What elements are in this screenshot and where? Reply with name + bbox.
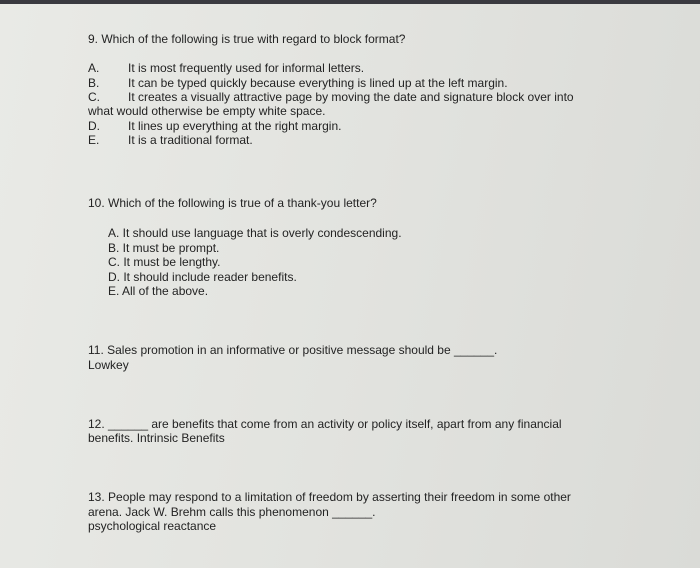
q13-line-1: 13. People may respond to a limitation of freedom by asserting their freedom in some other bbox=[88, 490, 571, 504]
q10-question: 10. Which of the following is true of a thank-you letter? bbox=[88, 196, 377, 210]
q9-option-e-letter: E. bbox=[88, 133, 100, 147]
q9-option-b-letter: B. bbox=[88, 76, 100, 90]
q10-option-c: C. It must be lengthy. bbox=[108, 255, 221, 269]
q9-option-c-text: It creates a visually attractive page by moving the date and signature block over into bbox=[128, 90, 574, 104]
q9-option-a-text: It is most frequently used for informal letters. bbox=[128, 61, 365, 75]
q13-line-2: arena. Jack W. Brehm calls this phenomenon ______. bbox=[88, 505, 376, 519]
q10-option-e: E. All of the above. bbox=[108, 284, 209, 298]
q9-option-a-letter: A. bbox=[88, 61, 100, 75]
q12-number: 12. bbox=[88, 417, 105, 431]
q13-answer: psychological reactance bbox=[88, 519, 217, 533]
q9-option-c-letter: C. bbox=[88, 90, 100, 104]
q10-option-b: B. It must be prompt. bbox=[108, 241, 220, 255]
q9-option-b-text: It can be typed quickly because everything is lined up at the left margin. bbox=[128, 76, 508, 90]
q9-option-d-letter: D. bbox=[88, 119, 100, 133]
q10-option-d: D. It should include reader benefits. bbox=[108, 270, 297, 284]
q12-answer: benefits. Intrinsic Benefits bbox=[88, 431, 225, 445]
q11-answer: Lowkey bbox=[88, 358, 129, 372]
q9-option-d-text: It lines up everything at the right margin. bbox=[128, 119, 342, 133]
q9-option-e-text: It is a traditional format. bbox=[128, 133, 253, 147]
q11-question: 11. Sales promotion in an informative or positive message should be ______. bbox=[88, 343, 498, 357]
q10-option-a: A. It should use language that is overly condescending. bbox=[108, 226, 402, 240]
q9-question: 9. Which of the following is true with regard to block format? bbox=[88, 32, 406, 46]
worksheet-page bbox=[0, 4, 700, 568]
q9-option-c-continuation: what would otherwise be empty white space. bbox=[88, 104, 326, 118]
q12-question: ______ are benefits that come from an activity or policy itself, apart from any financial bbox=[108, 417, 562, 431]
